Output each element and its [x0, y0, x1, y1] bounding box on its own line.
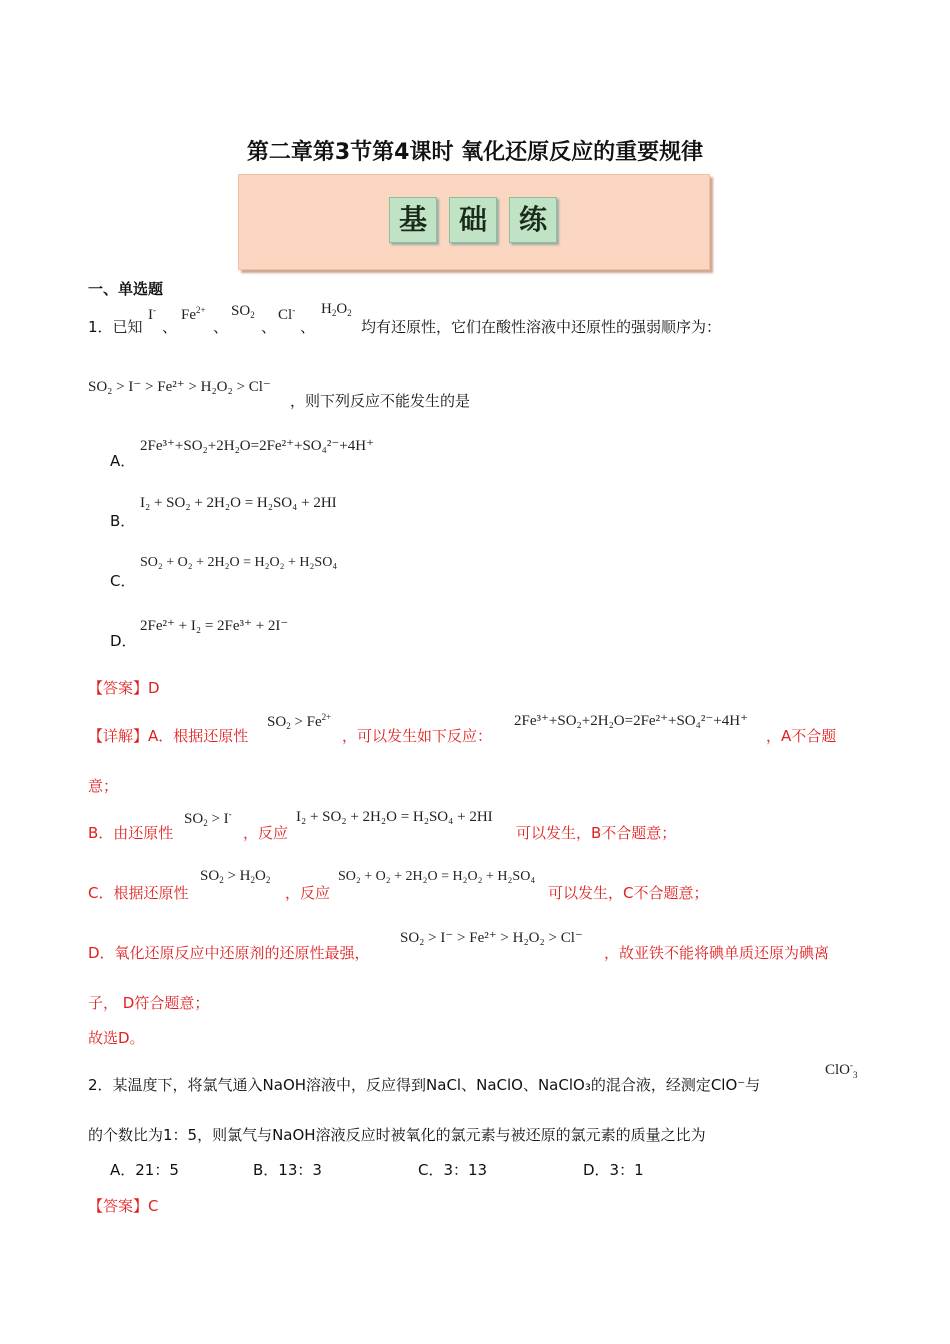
q1-option-c[interactable]: C．: [110, 572, 136, 590]
q2-stem-line-2: 的个数比为1：5，则氯气与NaOH溶液反应时被氧化的氯元素与被还原的氯元素的质量之比为: [88, 1126, 706, 1144]
q1-species-cl: Cl-: [278, 305, 296, 323]
q2-option-b[interactable]: B．13：3: [253, 1161, 322, 1179]
q1-equation-d: 2Fe²⁺ + I₂ = 2Fe³⁺ + 2I⁻: [140, 618, 289, 634]
q2-stem-line-1: 2．某温度下，将氯气通入NaOH溶液中，反应得到NaCl、NaClO、NaClO₃的混合液，经测定ClO⁻与: [88, 1076, 761, 1094]
detail-b-post: 可以发生，B不合题意；: [516, 824, 677, 842]
detail-c-pre: C．根据还原性: [88, 884, 189, 902]
detail-c-order: $SO_2 > H_2O_2$: [200, 868, 271, 885]
detail-c-equation: SO₂ + O₂ + 2H₂O = H₂O₂ + H₂SO₄: [338, 869, 536, 884]
detail-a-wrap: 意；: [88, 777, 119, 795]
banner-char-2: 础: [449, 197, 497, 243]
detail-b-pre: B．由还原性: [88, 824, 174, 842]
banner-char-3: 练: [509, 197, 557, 243]
detail-c-mid: ，反应: [285, 884, 331, 902]
q2-option-a[interactable]: A．21：5: [110, 1161, 179, 1179]
q1-species-h2o2: $H_2O_2$: [321, 301, 352, 318]
detail-d-pre: D．氧化还原反应中还原剂的还原性最强，: [88, 944, 370, 962]
q1-equation-b: I₂ + SO₂ + 2H₂O = H₂SO₄ + 2HI: [140, 495, 337, 511]
q1-stem-1: 均有还原性，它们在酸性溶液中还原性的强弱顺序为：: [361, 318, 722, 336]
q1-answer: 【答案】D: [88, 679, 160, 697]
q1-option-d[interactable]: D．: [110, 632, 137, 650]
q2-species-clo3: ClO-$_3$: [825, 1060, 858, 1080]
q2-option-d[interactable]: D．3：1: [583, 1161, 644, 1179]
detail-a-order: $SO_2 > Fe^{2+}$: [267, 712, 332, 731]
q1-option-b[interactable]: B．: [110, 512, 136, 530]
q1-species-fe: $Fe^{2+}$: [181, 305, 206, 323]
detail-a-equation: 2Fe³⁺+SO₂+2H₂O=2Fe²⁺+SO₄²⁻+4H⁺: [514, 713, 748, 729]
q1-stem-2: ，则下列反应不能发生的是: [290, 392, 471, 410]
q1-conclusion: 故选D。: [88, 1029, 145, 1047]
detail-b-order: $SO_2 > I^-$: [184, 809, 232, 828]
section-heading: 一、单选题: [88, 280, 164, 298]
separator: 、: [300, 318, 316, 336]
section-banner: [238, 174, 710, 270]
detail-c-post: 可以发生，C不合题意；: [548, 884, 709, 902]
separator: 、: [213, 318, 229, 336]
q1-option-a[interactable]: A．: [110, 452, 136, 470]
detail-a-pre: 【详解】A．根据还原性: [88, 727, 249, 745]
banner-char-1: 基: [389, 197, 437, 243]
detail-b-equation: I₂ + SO₂ + 2H₂O = H₂SO₄ + 2HI: [296, 809, 493, 825]
detail-a-mid: ，可以发生如下反应：: [342, 727, 493, 745]
separator: 、: [261, 318, 277, 336]
detail-b-mid: ，反应: [243, 824, 289, 842]
q1-species-so2: $SO_2$: [231, 303, 255, 320]
detail-d-wrap: 子， D符合题意；: [88, 994, 210, 1012]
q2-answer: 【答案】C: [88, 1197, 159, 1215]
q1-equation-a: 2Fe³⁺+SO₂+2H₂O=2Fe²⁺+SO₄²⁻+4H⁺: [140, 438, 374, 454]
q1-reducing-order: SO₂ > I⁻ > Fe²⁺ > H₂O₂ > Cl⁻: [88, 379, 271, 395]
page-title: 第二章第3节第4课时 氧化还原反应的重要规律: [246, 140, 704, 165]
q1-number: 1．已知: [88, 318, 143, 336]
detail-d-order: SO₂ > I⁻ > Fe²⁺ > H₂O₂ > Cl⁻: [400, 930, 583, 946]
q1-equation-c: SO₂ + O₂ + 2H₂O = H₂O₂ + H₂SO₄: [140, 555, 338, 570]
detail-a-post: ，A不合题: [766, 727, 837, 745]
q1-species-i: I-: [148, 305, 156, 323]
separator: 、: [162, 318, 178, 336]
detail-d-post: ，故亚铁不能将碘单质还原为碘离: [604, 944, 830, 962]
q2-option-c[interactable]: C．3：13: [418, 1161, 488, 1179]
